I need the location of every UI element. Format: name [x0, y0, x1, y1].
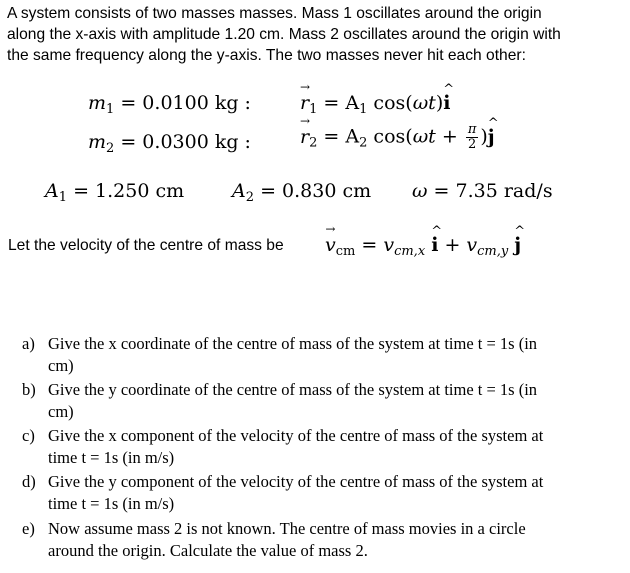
- j-hat-unit-vector: ^ j: [514, 234, 521, 256]
- amplitude1-value: $A_1 = 1.250$ cm: [45, 180, 185, 205]
- j-hat-unit-vector: ^ j: [488, 126, 495, 148]
- problem-intro: [7, 3, 622, 66]
- velocity-label: Let the velocity of the centre of mass be: [8, 237, 284, 254]
- mass2-equation: $m_2 = 0.0300$ kg :: [88, 131, 251, 156]
- amplitude2-value: $A_2 = 0.830$ cm: [232, 180, 372, 205]
- r-vector-symbol: → r: [300, 126, 309, 148]
- mass1-equation: $m_1 = 0.0100$ kg :: [88, 92, 251, 117]
- pi-over-two-fraction: $\frac{\pi}{2}$: [467, 122, 477, 152]
- angular-frequency-value: ω = 7.35 rad/s: [412, 180, 553, 202]
- intro-line: the same frequency along the y-axis. The two masses never hit each other:: [7, 47, 526, 64]
- position2-equation: → $r_2 = A_2$ cos(ωt + $\frac{\pi}{2}$ )^ j: [300, 123, 495, 152]
- intro-line: A system consists of two masses masses. Mass 1 oscillates around the origin: [7, 5, 542, 22]
- velocity-equation: → $v_{cm} = v_{cm,x}$ ^ $i + v_{cm,y}$ ^ j: [325, 234, 521, 259]
- intro-line: along the x-axis with amplitude 1.20 cm. Mass 2 oscillates around the origin with: [7, 26, 561, 43]
- question-e: e) Now assume mass 2 is not known. The centre of mass movies in a circle around the origin. Calculate the value of mass 2.: [22, 519, 526, 560]
- question-c: c) Give the x component of the velocity of the centre of mass of the system at time t = 1s (in m/s): [22, 426, 544, 467]
- i-hat-unit-vector: ^ i: [443, 92, 450, 114]
- position1-equation: → $r_1 = A_1$ cos(ωt)^ i: [300, 92, 450, 117]
- question-d: d) Give the y component of the velocity of the centre of mass of the system at time t = 1s (in m/s): [22, 472, 544, 513]
- i-hat-unit-vector: ^ i: [431, 234, 438, 256]
- question-b: b) Give the y coordinate of the centre of mass of the system at time t = 1s (in cm): [22, 380, 538, 421]
- question-a: a) Give the x coordinate of the centre of mass of the system at time t = 1s (in cm): [22, 334, 538, 375]
- r-vector-symbol: → r: [300, 92, 309, 114]
